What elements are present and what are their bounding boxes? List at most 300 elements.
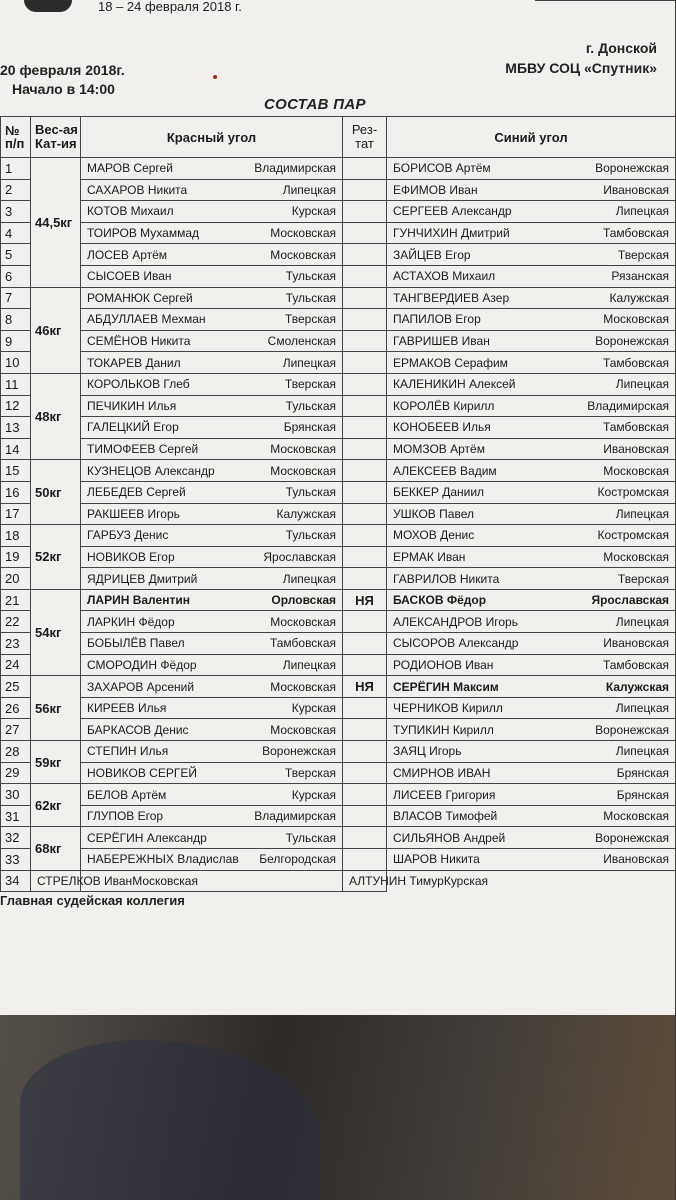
red-athlete-name: ЛОСЕВ Артём bbox=[87, 247, 168, 262]
blue-athlete-region: Ивановская bbox=[603, 636, 669, 651]
blue-athlete-region: Курская bbox=[443, 873, 489, 888]
blue-athlete-region: Калужская bbox=[605, 679, 669, 694]
red-corner-cell bbox=[81, 373, 343, 395]
red-athlete-name: СЕМЁНОВ Никита bbox=[87, 334, 191, 349]
pair-number: 30 bbox=[1, 784, 31, 806]
blue-athlete-region: Липецкая bbox=[615, 377, 669, 392]
blue-corner-cell bbox=[387, 589, 676, 611]
pair-number: 16 bbox=[1, 481, 31, 503]
red-corner-cell bbox=[81, 395, 343, 417]
event-date: 20 февраля 2018г. bbox=[0, 62, 125, 78]
red-athlete-region: Ярославская bbox=[263, 549, 336, 564]
table-row bbox=[1, 309, 676, 331]
pair-number: 25 bbox=[1, 676, 31, 698]
blue-athlete-region: Ивановская bbox=[603, 182, 669, 197]
result-cell: НЯ bbox=[343, 589, 387, 611]
table-row bbox=[1, 719, 676, 741]
red-corner-cell bbox=[81, 330, 343, 352]
table-row bbox=[1, 849, 676, 871]
red-athlete-name: КУЗНЕЦОВ Александр bbox=[87, 463, 215, 478]
blue-corner-cell bbox=[387, 741, 676, 763]
result-cell bbox=[343, 287, 387, 309]
table-row bbox=[1, 676, 676, 698]
weight-category: 62кг bbox=[31, 784, 81, 827]
blue-athlete-region: Брянская bbox=[616, 765, 669, 780]
table-row bbox=[1, 460, 676, 482]
red-athlete-region: Курская bbox=[291, 204, 336, 219]
table-row bbox=[1, 352, 676, 374]
blue-athlete-region: Ярославская bbox=[591, 593, 669, 608]
blue-corner-cell bbox=[387, 244, 676, 266]
red-corner-cell bbox=[81, 417, 343, 439]
red-athlete-region: Тульская bbox=[285, 290, 336, 305]
red-corner-cell bbox=[81, 244, 343, 266]
red-athlete-region: Московская bbox=[270, 247, 336, 262]
blue-corner-cell bbox=[387, 633, 676, 655]
weight-category: 54кг bbox=[31, 589, 81, 675]
red-corner-cell bbox=[81, 460, 343, 482]
pair-number: 26 bbox=[1, 697, 31, 719]
table-row bbox=[1, 741, 676, 763]
blue-athlete-region: Ивановская bbox=[603, 442, 669, 457]
blue-athlete-name: АЛЕКСЕЕВ Вадим bbox=[393, 463, 497, 478]
result-cell bbox=[343, 265, 387, 287]
pair-number: 11 bbox=[1, 373, 31, 395]
blue-athlete-name: КОНОБЕЕВ Илья bbox=[393, 420, 491, 435]
pair-number: 28 bbox=[1, 741, 31, 763]
red-corner-cell bbox=[81, 719, 343, 741]
weight-category: 44,5кг bbox=[31, 158, 81, 288]
table-row bbox=[1, 546, 676, 568]
red-athlete-region: Калужская bbox=[276, 506, 336, 521]
red-athlete-name: ТОКАРЕВ Данил bbox=[87, 355, 181, 370]
red-athlete-name: АБДУЛЛАЕВ Мехман bbox=[87, 312, 206, 327]
red-athlete-name: ЛЕБЕДЕВ Сергей bbox=[87, 485, 186, 500]
table-row bbox=[1, 287, 676, 309]
result-cell bbox=[343, 762, 387, 784]
red-athlete-region: Тульская bbox=[285, 485, 336, 500]
blue-corner-cell bbox=[387, 676, 676, 698]
result-cell bbox=[343, 158, 387, 180]
blue-athlete-region: Тамбовская bbox=[602, 226, 669, 241]
blue-athlete-name: АСТАХОВ Михаил bbox=[393, 269, 496, 284]
table-row bbox=[1, 568, 676, 590]
blue-athlete-region: Липецкая bbox=[615, 204, 669, 219]
blue-athlete-name: ТУПИКИН Кирилл bbox=[393, 722, 494, 737]
red-corner-cell bbox=[81, 784, 343, 806]
table-row bbox=[1, 805, 676, 827]
table-row bbox=[1, 784, 676, 806]
blue-athlete-region: Московская bbox=[603, 463, 669, 478]
red-athlete-name: ЛАРИН Валентин bbox=[87, 593, 190, 608]
blue-corner-cell bbox=[387, 352, 676, 374]
table-row bbox=[1, 179, 676, 201]
red-athlete-region: Орловская bbox=[271, 593, 336, 608]
pair-number: 33 bbox=[1, 849, 31, 871]
red-corner-cell bbox=[81, 546, 343, 568]
blue-athlete-name: ЗАЯЦ Игорь bbox=[393, 744, 462, 759]
pair-number: 6 bbox=[1, 265, 31, 287]
red-athlete-name: КОРОЛЬКОВ Глеб bbox=[87, 377, 190, 392]
red-athlete-name: КОТОВ Михаил bbox=[87, 204, 174, 219]
red-athlete-name: КИРЕЕВ Илья bbox=[87, 701, 167, 716]
result-cell bbox=[343, 179, 387, 201]
weight-category: 46кг bbox=[31, 287, 81, 373]
red-corner-cell bbox=[81, 589, 343, 611]
red-athlete-name: САХАРОВ Никита bbox=[87, 182, 188, 197]
result-cell bbox=[343, 438, 387, 460]
red-athlete-name: СМОРОДИН Фёдор bbox=[87, 657, 197, 672]
result-cell bbox=[343, 611, 387, 633]
blue-corner-cell bbox=[387, 568, 676, 590]
table-row bbox=[1, 633, 676, 655]
red-athlete-name: ГАЛЕЦКИЙ Егор bbox=[87, 420, 179, 435]
result-cell bbox=[343, 784, 387, 806]
blue-corner-cell bbox=[387, 849, 676, 871]
table-row bbox=[1, 373, 676, 395]
pair-number: 34 bbox=[1, 870, 31, 892]
blue-corner-cell bbox=[387, 287, 676, 309]
result-cell bbox=[343, 546, 387, 568]
red-athlete-region: Смоленская bbox=[267, 334, 336, 349]
pair-number: 8 bbox=[1, 309, 31, 331]
result-cell bbox=[343, 330, 387, 352]
blue-corner-cell bbox=[343, 870, 489, 892]
pair-number: 15 bbox=[1, 460, 31, 482]
pair-number: 27 bbox=[1, 719, 31, 741]
red-corner-cell bbox=[81, 805, 343, 827]
blue-athlete-name: МОМЗОВ Артём bbox=[393, 442, 485, 457]
blue-athlete-region: Липецкая bbox=[615, 744, 669, 759]
blue-athlete-region: Ивановская bbox=[603, 852, 669, 867]
table-row bbox=[1, 762, 676, 784]
red-athlete-region: Московская bbox=[270, 679, 336, 694]
blue-athlete-name: ГАВРИЛОВ Никита bbox=[393, 571, 500, 586]
red-athlete-region: Тульская bbox=[285, 269, 336, 284]
result-cell bbox=[343, 849, 387, 871]
red-athlete-region: Липецкая bbox=[282, 571, 336, 586]
red-corner-cell bbox=[81, 611, 343, 633]
blue-athlete-region: Брянская bbox=[616, 787, 669, 802]
red-athlete-region: Московская bbox=[270, 226, 336, 241]
red-athlete-name: БАРКАСОВ Денис bbox=[87, 722, 189, 737]
pair-number: 5 bbox=[1, 244, 31, 266]
result-cell bbox=[343, 805, 387, 827]
pair-number: 4 bbox=[1, 222, 31, 244]
blue-athlete-name: ЕРМАКОВ Серафим bbox=[393, 355, 508, 370]
table-row bbox=[1, 827, 676, 849]
red-corner-cell bbox=[81, 827, 343, 849]
result-cell: НЯ bbox=[343, 676, 387, 698]
red-corner-cell bbox=[81, 525, 343, 547]
pair-number: 24 bbox=[1, 654, 31, 676]
blue-corner-cell bbox=[387, 503, 676, 525]
weight-category: 50кг bbox=[31, 460, 81, 525]
blue-athlete-name: КАЛЕНИКИН Алексей bbox=[393, 377, 516, 392]
pair-number: 13 bbox=[1, 417, 31, 439]
blue-athlete-name: СИЛЬЯНОВ Андрей bbox=[393, 830, 506, 845]
red-athlete-region: Московская bbox=[270, 614, 336, 629]
blue-athlete-name: ЗАЙЦЕВ Егор bbox=[393, 247, 471, 262]
red-athlete-name: НОВИКОВ Егор bbox=[87, 549, 175, 564]
weight-category: 68кг bbox=[31, 827, 81, 870]
blue-corner-cell bbox=[387, 460, 676, 482]
table-row bbox=[1, 395, 676, 417]
blue-athlete-name: БЕККЕР Даниил bbox=[393, 485, 485, 500]
blue-athlete-region: Тверская bbox=[617, 571, 669, 586]
red-athlete-name: НАБЕРЕЖНЫХ Владислав bbox=[87, 852, 239, 867]
result-cell bbox=[343, 222, 387, 244]
pair-number: 1 bbox=[1, 158, 31, 180]
red-athlete-region: Московская bbox=[270, 463, 336, 478]
result-cell bbox=[343, 654, 387, 676]
result-cell bbox=[343, 719, 387, 741]
ink-mark bbox=[213, 75, 217, 79]
weight-category: 48кг bbox=[31, 373, 81, 459]
pair-number: 12 bbox=[1, 395, 31, 417]
red-athlete-name: ГЛУПОВ Егор bbox=[87, 809, 164, 824]
red-athlete-name: ГАРБУЗ Денис bbox=[87, 528, 169, 543]
table-row bbox=[1, 611, 676, 633]
blue-corner-cell bbox=[387, 309, 676, 331]
blue-athlete-region: Костромская bbox=[597, 485, 669, 500]
blue-athlete-name: ЛИСЕЕВ Григория bbox=[393, 787, 496, 802]
blue-athlete-region: Московская bbox=[603, 549, 669, 564]
table-header-row bbox=[1, 117, 676, 158]
red-athlete-region: Липецкая bbox=[282, 182, 336, 197]
pair-number: 20 bbox=[1, 568, 31, 590]
start-time: Начало в 14:00 bbox=[12, 81, 115, 97]
blue-athlete-region: Московская bbox=[603, 809, 669, 824]
red-corner-cell bbox=[81, 654, 343, 676]
blue-corner-cell bbox=[387, 805, 676, 827]
table-row bbox=[1, 330, 676, 352]
blue-corner-cell bbox=[387, 762, 676, 784]
table-row bbox=[1, 870, 676, 892]
red-athlete-region: Тверская bbox=[284, 312, 336, 327]
table-row bbox=[1, 697, 676, 719]
pair-number: 17 bbox=[1, 503, 31, 525]
blue-athlete-name: ТАНГВЕРДИЕВ Азер bbox=[393, 290, 510, 305]
pair-number: 32 bbox=[1, 827, 31, 849]
table-row bbox=[1, 158, 676, 180]
blue-corner-cell bbox=[387, 546, 676, 568]
red-athlete-name: БОБЫЛЁВ Павел bbox=[87, 636, 185, 651]
red-corner-cell bbox=[81, 352, 343, 374]
red-athlete-name: РОМАНЮК Сергей bbox=[87, 290, 193, 305]
header-rule bbox=[535, 0, 675, 7]
result-cell bbox=[343, 633, 387, 655]
blue-corner-cell bbox=[387, 611, 676, 633]
result-cell bbox=[343, 244, 387, 266]
red-athlete-region: Московская bbox=[270, 442, 336, 457]
red-athlete-region: Липецкая bbox=[282, 355, 336, 370]
red-athlete-region: Владимирская bbox=[254, 809, 336, 824]
table-row bbox=[1, 654, 676, 676]
blue-athlete-name: ГАВРИШЕВ Иван bbox=[393, 334, 490, 349]
blue-athlete-name: БОРИСОВ Артём bbox=[393, 161, 491, 176]
red-athlete-region: Тульская bbox=[285, 398, 336, 413]
result-cell bbox=[343, 417, 387, 439]
blue-athlete-region: Московская bbox=[603, 312, 669, 327]
red-corner-cell bbox=[31, 870, 198, 892]
blue-corner-cell bbox=[387, 525, 676, 547]
blue-corner-cell bbox=[387, 201, 676, 223]
document-title: СОСТАВ ПАР bbox=[264, 96, 366, 113]
organization: МБВУ СОЦ «Спутник» bbox=[505, 60, 657, 76]
red-corner-cell bbox=[81, 503, 343, 525]
pair-number: 9 bbox=[1, 330, 31, 352]
footer-signature: Главная судейская коллегия bbox=[0, 893, 185, 908]
blue-athlete-region: Калужская bbox=[609, 290, 669, 305]
competition-dates: 18 – 24 февраля 2018 г. bbox=[98, 0, 242, 14]
blue-athlete-region: Воронежская bbox=[595, 334, 669, 349]
red-athlete-name: СТЕПИН Илья bbox=[87, 744, 169, 759]
result-cell bbox=[343, 395, 387, 417]
red-corner-cell bbox=[81, 287, 343, 309]
pair-number: 10 bbox=[1, 352, 31, 374]
red-athlete-region: Воронежская bbox=[262, 744, 336, 759]
red-corner-cell bbox=[81, 568, 343, 590]
red-athlete-region: Липецкая bbox=[282, 657, 336, 672]
result-cell bbox=[343, 697, 387, 719]
col-header-num: № п/п bbox=[1, 117, 31, 158]
blue-athlete-name: ШАРОВ Никита bbox=[393, 852, 480, 867]
red-athlete-name: МАРОВ Сергей bbox=[87, 161, 173, 176]
table-row bbox=[1, 503, 676, 525]
blue-athlete-name: АЛЕКСАНДРОВ Игорь bbox=[393, 614, 518, 629]
result-cell bbox=[343, 309, 387, 331]
red-corner-cell bbox=[81, 633, 343, 655]
city: г. Донской bbox=[585, 40, 657, 56]
red-athlete-name: СЕРЁГИН Александр bbox=[87, 830, 207, 845]
pair-number: 18 bbox=[1, 525, 31, 547]
red-athlete-region: Тульская bbox=[285, 528, 336, 543]
red-corner-cell bbox=[81, 438, 343, 460]
red-athlete-name: ЯДРИЦЕВ Дмитрий bbox=[87, 571, 198, 586]
blue-athlete-region: Липецкая bbox=[615, 614, 669, 629]
red-athlete-name: ТИМОФЕЕВ Сергей bbox=[87, 442, 199, 457]
red-corner-cell bbox=[81, 849, 343, 871]
red-athlete-region: Белгородская bbox=[259, 852, 336, 867]
blue-corner-cell bbox=[387, 719, 676, 741]
blue-athlete-region: Тамбовская bbox=[602, 420, 669, 435]
weight-category: 52кг bbox=[31, 525, 81, 590]
pair-number: 14 bbox=[1, 438, 31, 460]
blue-athlete-region: Воронежская bbox=[595, 161, 669, 176]
blue-corner-cell bbox=[387, 784, 676, 806]
blue-athlete-name: ПАПИЛОВ Егор bbox=[393, 312, 481, 327]
blue-corner-cell bbox=[387, 438, 676, 460]
red-corner-cell bbox=[81, 158, 343, 180]
blue-athlete-name: ЧЕРНИКОВ Кирилл bbox=[393, 701, 503, 716]
blue-athlete-region: Костромская bbox=[597, 528, 669, 543]
red-athlete-name: СТРЕЛКОВ Иван bbox=[37, 873, 133, 888]
table-row bbox=[1, 481, 676, 503]
blue-athlete-name: КОРОЛЁВ Кирилл bbox=[393, 398, 495, 413]
blue-athlete-name: СЫСОРОВ Александр bbox=[393, 636, 519, 651]
blue-athlete-region: Тамбовская bbox=[602, 657, 669, 672]
result-cell bbox=[343, 827, 387, 849]
result-cell bbox=[343, 460, 387, 482]
red-corner-cell bbox=[81, 309, 343, 331]
blue-corner-cell bbox=[387, 481, 676, 503]
blue-corner-cell bbox=[387, 330, 676, 352]
blue-corner-cell bbox=[387, 417, 676, 439]
col-header-blue: Синий угол bbox=[387, 117, 676, 158]
result-cell bbox=[343, 568, 387, 590]
pair-number: 31 bbox=[1, 805, 31, 827]
result-cell bbox=[343, 201, 387, 223]
blue-athlete-name: МОХОВ Денис bbox=[393, 528, 475, 543]
red-athlete-name: ТОИРОВ Мухаммад bbox=[87, 226, 200, 241]
blue-athlete-region: Липецкая bbox=[615, 506, 669, 521]
blue-athlete-region: Воронежская bbox=[595, 830, 669, 845]
pair-number: 2 bbox=[1, 179, 31, 201]
result-cell bbox=[343, 525, 387, 547]
red-corner-cell bbox=[81, 762, 343, 784]
red-corner-cell bbox=[81, 222, 343, 244]
blue-athlete-name: СЕРЁГИН Максим bbox=[393, 679, 499, 694]
red-corner-cell bbox=[81, 481, 343, 503]
col-header-category: Вес-ая Кат-ия bbox=[31, 117, 81, 158]
blue-athlete-region: Владимирская bbox=[587, 398, 669, 413]
pair-number: 7 bbox=[1, 287, 31, 309]
red-athlete-region: Тверская bbox=[284, 765, 336, 780]
col-header-red: Красный угол bbox=[81, 117, 343, 158]
red-athlete-region: Курская bbox=[291, 787, 336, 802]
pair-number: 19 bbox=[1, 546, 31, 568]
red-athlete-name: НОВИКОВ СЕРГЕЙ bbox=[87, 765, 197, 780]
result-cell bbox=[343, 503, 387, 525]
table-row bbox=[1, 265, 676, 287]
pair-number: 3 bbox=[1, 201, 31, 223]
emblem-logo bbox=[24, 0, 72, 12]
blue-athlete-name: УШКОВ Павел bbox=[393, 506, 474, 521]
blue-corner-cell bbox=[387, 827, 676, 849]
blue-corner-cell bbox=[387, 265, 676, 287]
pairs-body bbox=[1, 158, 676, 892]
blue-athlete-name: ВЛАСОВ Тимофей bbox=[393, 809, 498, 824]
blue-corner-cell bbox=[387, 395, 676, 417]
blue-athlete-region: Тверская bbox=[617, 247, 669, 262]
table-row bbox=[1, 438, 676, 460]
result-cell bbox=[343, 741, 387, 763]
blue-athlete-region: Рязанская bbox=[611, 269, 669, 284]
blue-athlete-name: ЕФИМОВ Иван bbox=[393, 182, 478, 197]
blue-corner-cell bbox=[387, 158, 676, 180]
blue-athlete-region: Липецкая bbox=[615, 701, 669, 716]
red-athlete-name: ПЕЧИКИН Илья bbox=[87, 398, 177, 413]
red-athlete-name: БЕЛОВ Артём bbox=[87, 787, 167, 802]
red-corner-cell bbox=[81, 676, 343, 698]
red-athlete-name: ЛАРКИН Фёдор bbox=[87, 614, 175, 629]
red-athlete-region: Тамбовская bbox=[269, 636, 336, 651]
blue-corner-cell bbox=[387, 179, 676, 201]
result-cell bbox=[343, 373, 387, 395]
blue-corner-cell bbox=[387, 373, 676, 395]
weight-category: 56кг bbox=[31, 676, 81, 741]
blue-athlete-region: Воронежская bbox=[595, 722, 669, 737]
red-athlete-region: Владимирская bbox=[254, 161, 336, 176]
table-row bbox=[1, 222, 676, 244]
blue-athlete-name: СЕРГЕЕВ Александр bbox=[393, 204, 512, 219]
blue-athlete-name: ГУНЧИХИН Дмитрий bbox=[393, 226, 510, 241]
red-athlete-region: Тверская bbox=[284, 377, 336, 392]
red-athlete-name: ЗАХАРОВ Арсений bbox=[87, 679, 195, 694]
pairs-table bbox=[0, 116, 676, 892]
table-row bbox=[1, 417, 676, 439]
